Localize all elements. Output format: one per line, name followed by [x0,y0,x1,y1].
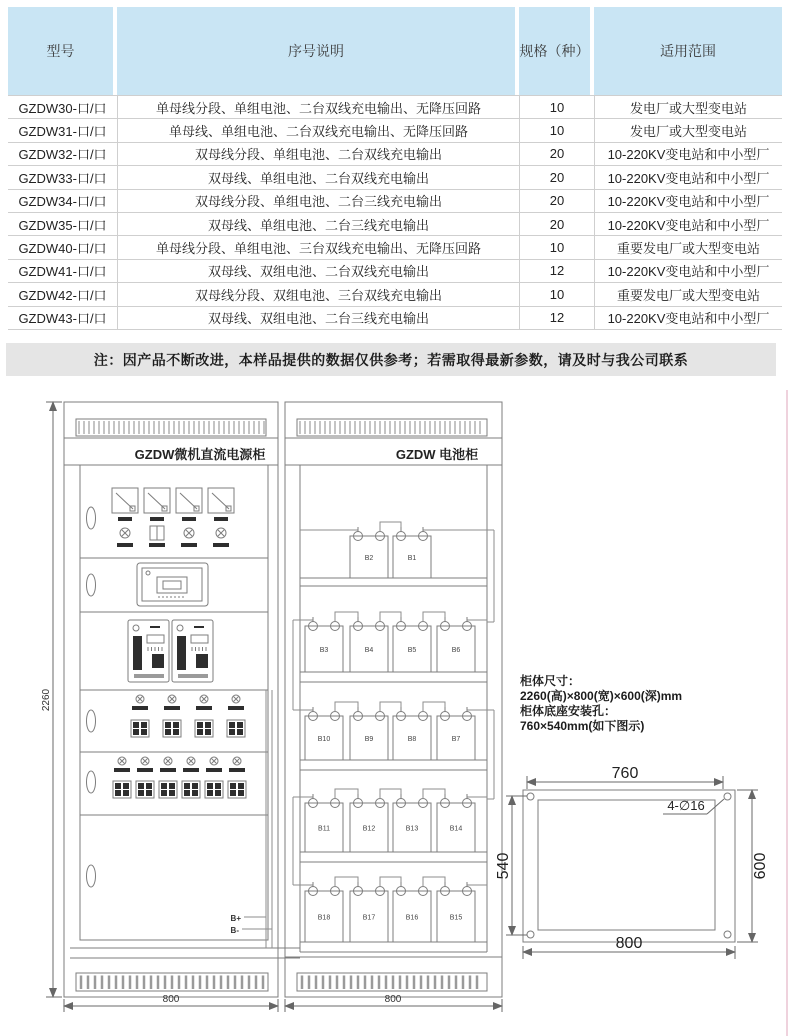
application-cell: 10-220KV变电站和中小型厂 [594,307,782,330]
battery [350,527,388,578]
description-cell: 单母线分段、单组电池、三台双线充电输出、无降压回路 [117,236,519,259]
table-row [8,213,782,236]
hole-callout-label: 4-∅16 [667,798,705,813]
table-row [8,283,782,306]
battery-label: B10 [317,736,331,743]
battery-label: B9 [364,736,374,743]
battery [350,617,388,672]
model-spec-table [8,7,782,330]
spec-count-cell: 10 [519,283,594,306]
application-cell: 10-220KV变电站和中小型厂 [594,260,782,283]
footnote-bar: 注：因产品不断改进，本样品提供的数据仅供参考；若需取得最新参数，请及时与我公司联系 [6,343,776,376]
cabinet-outline-drawing [0,390,790,1036]
application-cell: 10-220KV变电站和中小型厂 [594,166,782,189]
battery-width-label: 800 [384,994,402,1005]
battery-label: B18 [317,914,331,922]
battery [350,794,388,852]
terminal-negative-label: B- [230,926,239,935]
battery [350,707,388,760]
battery-label: B8 [407,736,417,743]
spec-line-2: 2260(高)×800(宽)×600(深)mm [520,689,683,703]
application-cell: 10-220KV变电站和中小型厂 [594,143,782,166]
battery-cabinet-title: GZDW 电池柜 [395,447,479,462]
battery-label: B11 [318,825,330,833]
power-width-label: 800 [162,994,180,1005]
description-cell: 单母线、单组电池、二台双线充电输出、无降压回路 [117,119,519,142]
model-cell: GZDW33-口/口 [8,166,117,189]
table-body [8,95,782,330]
application-cell: 10-220KV变电站和中小型厂 [594,190,782,213]
battery [350,882,388,942]
monitor-display-module [137,563,208,606]
model-cell: GZDW34-口/口 [8,190,117,213]
spec-count-cell: 10 [519,236,594,259]
height-dimension-label: 2260 [41,688,52,712]
battery-label: B6 [451,647,461,654]
battery-label: B14 [449,825,463,833]
spec-count-cell: 20 [519,166,594,189]
col-header-spec-count: 规格（种） [519,7,594,95]
application-cell: 重要发电厂或大型变电站 [594,283,782,306]
model-cell: GZDW40-口/口 [8,236,117,259]
ventilation-slats [79,421,480,989]
table-row [8,166,782,189]
description-cell: 双母线分段、双组电池、三台双线充电输出 [117,283,519,306]
battery-label: B5 [407,647,417,654]
battery [393,882,431,942]
battery-label: B4 [364,647,374,654]
model-cell: GZDW35-口/口 [8,213,117,236]
battery-label: B7 [451,736,461,743]
table-row [8,236,782,259]
battery [437,707,475,760]
model-cell: GZDW31-口/口 [8,119,117,142]
power-cabinet-drawing [41,402,300,1012]
spec-count-cell: 20 [519,143,594,166]
battery [437,617,475,672]
table-row [8,307,782,330]
battery [393,527,431,578]
battery [437,882,475,942]
description-cell: 双母线分段、单组电池、二台三线充电输出 [117,190,519,213]
battery-label: B16 [405,914,419,922]
spec-count-cell: 10 [519,96,594,119]
battery [393,617,431,672]
battery [393,707,431,760]
battery [305,794,343,852]
battery [305,617,343,672]
door-handle-icons [87,507,96,887]
spec-count-cell: 10 [519,119,594,142]
table-row [8,190,782,213]
battery-cells [300,522,487,942]
base-top-dimension-label: 760 [611,765,639,782]
cabinet-specs [520,673,682,733]
model-cell: GZDW30-口/口 [8,96,117,119]
table-row [8,119,782,142]
table-row [8,96,782,119]
table-header-row [8,7,782,95]
description-cell: 双母线、双组电池、二台三线充电输出 [117,307,519,330]
application-cell: 重要发电厂或大型变电站 [594,236,782,259]
battery [393,794,431,852]
battery-label: B15 [449,914,463,922]
table-row [8,143,782,166]
power-cabinet-title: GZDW微机直流电源柜 [134,447,266,462]
application-cell: 发电厂或大型变电站 [594,96,782,119]
battery-terminal-leads [231,690,272,948]
height-dimension [41,402,62,997]
base-bottom-dimension-label: 800 [615,935,643,952]
model-cell: GZDW42-口/口 [8,283,117,306]
terminal-positive-label: B+ [230,914,241,923]
battery-label: B12 [362,825,376,833]
description-cell: 双母线、双组电池、二台双线充电输出 [117,260,519,283]
spec-count-cell: 20 [519,190,594,213]
spec-line-4: 760×540mm(如下图示) [520,719,645,733]
spec-count-cell: 12 [519,260,594,283]
base-mounting-diagram [495,765,769,959]
table-row [8,260,782,283]
description-cell: 单母线分段、单组电池、二台双线充电输出、无降压回路 [117,96,519,119]
base-left-dimension-label: 540 [495,852,512,880]
battery [305,707,343,760]
description-cell: 双母线分段、单组电池、二台双线充电输出 [117,143,519,166]
battery-cabinet-drawing [285,402,502,1012]
model-cell: GZDW32-口/口 [8,143,117,166]
battery [437,794,475,852]
description-cell: 双母线、单组电池、二台三线充电输出 [117,213,519,236]
battery-label: B13 [405,825,419,833]
battery [305,882,343,942]
spec-line-3: 柜体底座安装孔： [520,704,617,718]
application-cell: 发电厂或大型变电站 [594,119,782,142]
spec-line-1: 柜体尺寸： [520,674,581,688]
battery-label: B1 [407,555,417,562]
spec-count-cell: 12 [519,307,594,330]
model-cell: GZDW43-口/口 [8,307,117,330]
col-header-model: 型号 [8,7,117,95]
base-right-dimension-label: 600 [752,852,769,880]
battery-label: B17 [362,914,376,922]
battery-label: B2 [364,555,374,562]
col-header-application: 适用范围 [594,7,782,95]
description-cell: 双母线、单组电池、二台双线充电输出 [117,166,519,189]
col-header-description: 序号说明 [117,7,519,95]
model-cell: GZDW41-口/口 [8,260,117,283]
application-cell: 10-220KV变电站和中小型厂 [594,213,782,236]
battery-label: B3 [319,647,329,654]
spec-count-cell: 20 [519,213,594,236]
